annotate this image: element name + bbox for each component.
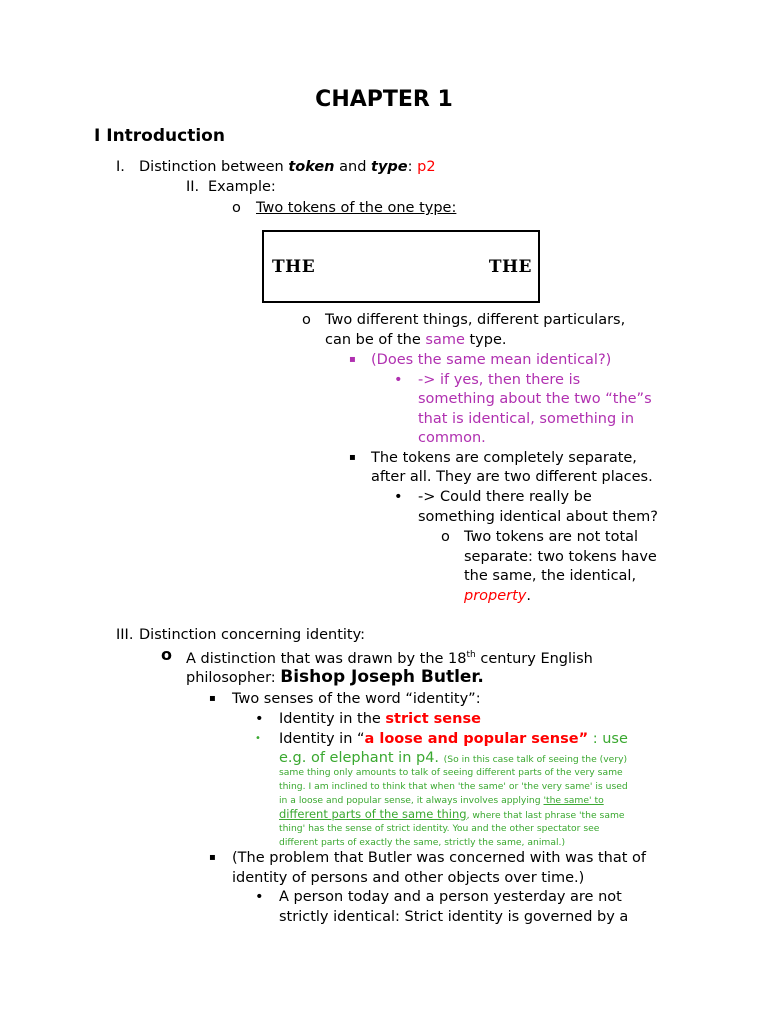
separate-line: after all. They are two different places.	[371, 469, 653, 485]
bullet-circle: o	[302, 312, 311, 328]
bullet-circle: o	[232, 200, 241, 216]
page-title: CHAPTER 1	[315, 87, 453, 112]
item-token-type: Distinction between token and type: p2	[139, 159, 436, 175]
could-line: something identical about them?	[418, 509, 658, 525]
senses-line: Two senses of the word “identity”:	[232, 691, 481, 707]
bullet-dot: •	[394, 489, 403, 505]
bullet-square: ▪	[349, 354, 356, 365]
note-line: thing' has the sense of strict identity. You and the other spectator see	[279, 823, 600, 834]
answer-line: common.	[418, 430, 486, 446]
bullet-dot: •	[255, 889, 264, 905]
tokens-not-line: Two tokens are not total	[464, 529, 639, 545]
item-identity: Distinction concerning identity:	[139, 627, 366, 643]
note-line: same thing only amounts to talk of seeing different parts of the very same	[279, 767, 623, 778]
tokens-not-line: separate: two tokens have	[464, 549, 657, 565]
property-line: property.	[464, 588, 531, 604]
bullet-dot: •	[394, 372, 403, 388]
page-ref: p2	[417, 159, 436, 175]
bullet-dot: •	[255, 711, 264, 727]
answer-line: -> if yes, then there is	[418, 372, 581, 388]
token-the-right: THE	[488, 257, 532, 277]
example-line: Two tokens of the one type:	[256, 200, 457, 216]
item-example: Example:	[208, 179, 276, 195]
answer-line: something about the two “the”s	[418, 391, 652, 407]
different-things-line2: can be of the same type.	[325, 332, 507, 348]
could-line: -> Could there really be	[418, 489, 592, 505]
different-things-line1: Two different things, different particulars,	[325, 312, 626, 328]
problem-line: identity of persons and other objects over time.)	[232, 870, 585, 886]
butler-line2: philosopher: Bishop Joseph Butler.	[186, 667, 484, 687]
answer-line: that is identical, something in	[418, 411, 635, 427]
bullet-square: ▪	[349, 452, 356, 463]
question-line: (Does the same mean identical?)	[371, 352, 612, 368]
list-marker: II.	[186, 179, 200, 195]
note-line: thing. I am inclined to think that when 'the same' or 'the very same' is used	[279, 781, 628, 792]
loose-sense-line: Identity in “a loose and popular sense” : use	[279, 731, 628, 747]
list-marker: III.	[116, 627, 134, 643]
person-line: strictly identical: Strict identity is governed by a	[279, 909, 629, 925]
butler-line1: A distinction that was drawn by the 18th century English	[186, 650, 593, 667]
elephant-line: e.g. of elephant in p4. (So in this case talk of seeing the (very)	[279, 750, 628, 766]
bullet-dot: •	[255, 733, 261, 744]
note-line: different parts of the same thing, where that last phrase 'the same	[279, 807, 625, 821]
note-line: different parts of exactly the same, strictly the same, animal.)	[279, 837, 566, 848]
bullet-square: ▪	[209, 852, 216, 863]
problem-line: (The problem that Butler was concerned with was that of	[232, 850, 647, 866]
separate-line: The tokens are completely separate,	[371, 450, 637, 466]
tokens-not-line: the same, the identical,	[464, 568, 637, 584]
list-marker: I.	[116, 159, 125, 175]
bullet-bold-circle: o	[161, 645, 172, 664]
bullet-circle: o	[441, 529, 450, 545]
note-line: in a loose and popular sense, it always involves applying 'the same' to	[279, 795, 604, 806]
strict-sense-line: Identity in the strict sense	[279, 711, 481, 727]
bullet-square: ▪	[209, 693, 216, 704]
person-line: A person today and a person yesterday are not	[279, 889, 622, 905]
section-heading: I Introduction	[94, 126, 225, 146]
token-the-left: THE	[272, 257, 316, 277]
the-tokens-figure	[262, 230, 540, 303]
